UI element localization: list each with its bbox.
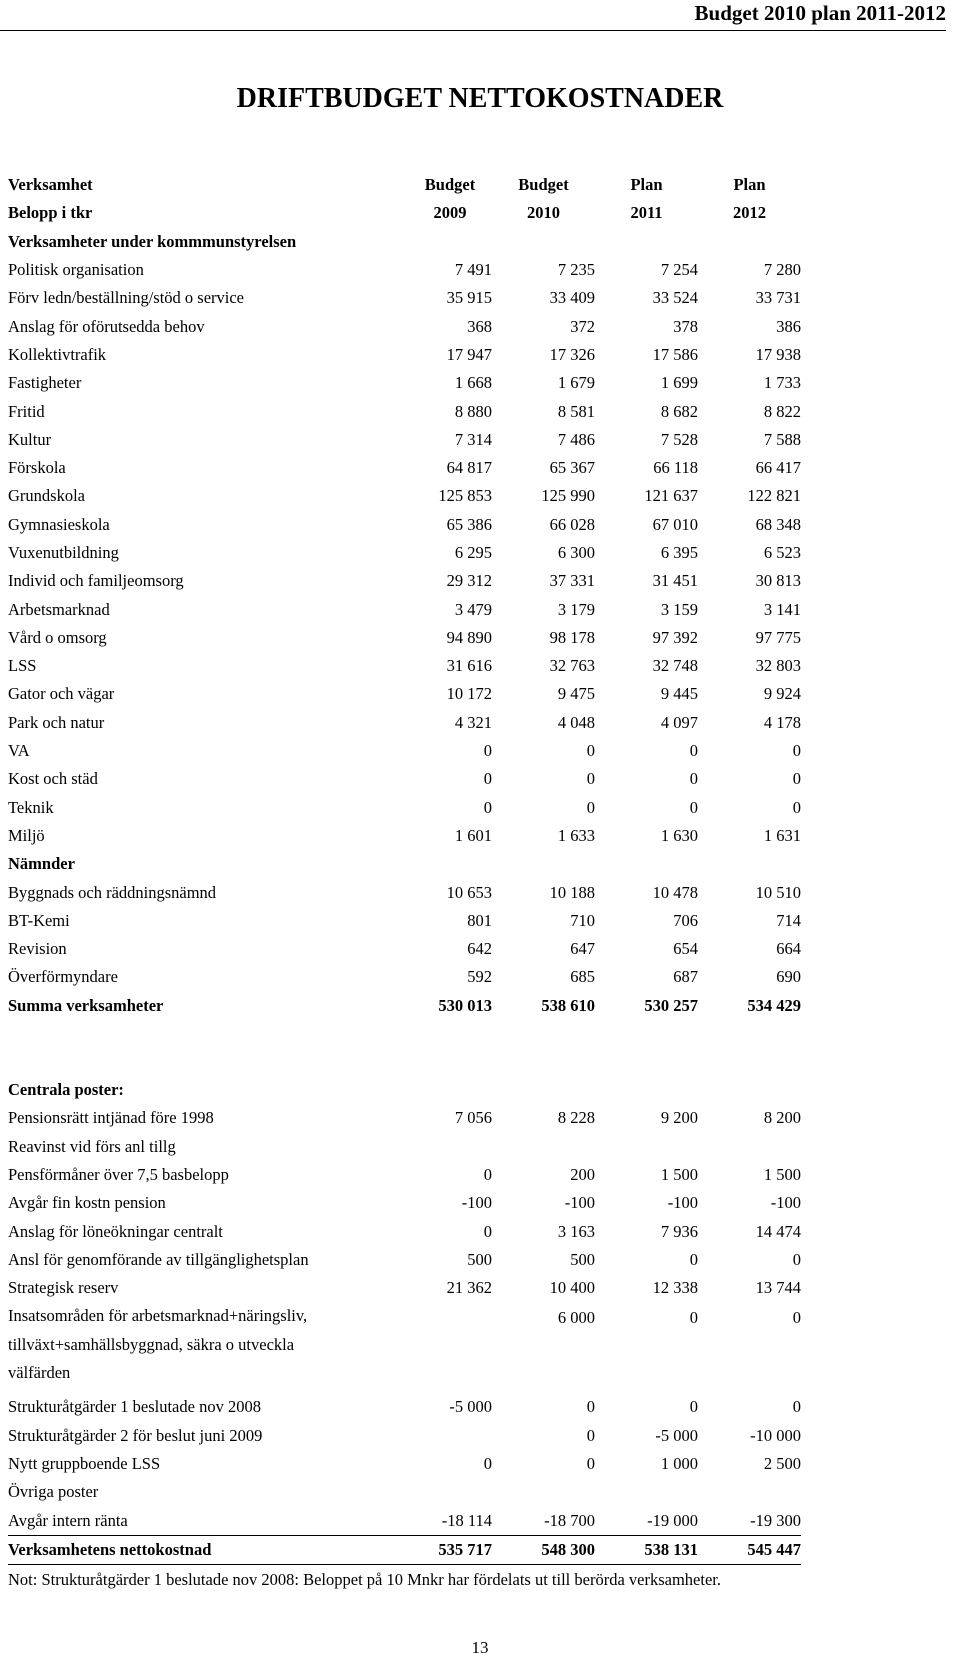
row-value: 1 500 (660, 1164, 698, 1184)
header-col: Budget (518, 175, 569, 195)
row-value: 530 257 (644, 995, 698, 1015)
section-heading: Verksamheter under kommmunstyrelsen (8, 231, 297, 251)
row-value: 8 880 (454, 401, 492, 421)
row-value: 6 395 (660, 543, 698, 562)
row-label: Summa verksamheter (8, 995, 164, 1015)
row-value: 7 486 (557, 429, 595, 449)
table-row (8, 256, 801, 284)
row-value: 530 013 (438, 995, 492, 1015)
row-value (408, 1478, 492, 1506)
row-label: Gator och vägar (8, 684, 115, 704)
row-label: Avgår intern ränta (8, 1506, 408, 1535)
row-value: 0 (689, 1249, 698, 1269)
row-value: -100 (770, 1193, 801, 1213)
row-value: 545 447 (698, 1535, 801, 1564)
row-value: 8 228 (557, 1108, 595, 1128)
row-value: 4 321 (454, 712, 492, 732)
row-value: 10 653 (446, 882, 492, 902)
row-value: 200 (570, 1164, 595, 1184)
row-value: 65 367 (549, 458, 595, 478)
row-value: 7 280 (763, 260, 801, 280)
row-label: Anslag för löneökningar centralt (8, 1221, 223, 1241)
row-label: Nytt gruppboende LSS (8, 1454, 161, 1474)
row-label: Park och natur (8, 712, 105, 732)
row-value: 10 478 (652, 882, 698, 902)
table-row (8, 1450, 801, 1478)
row-label: Avgår fin kostn pension (8, 1193, 166, 1213)
row-value: 538 610 (541, 995, 595, 1015)
table-row (8, 284, 801, 312)
row-value: 10 172 (446, 684, 492, 704)
row-label: Individ och familjeomsorg (8, 571, 184, 591)
row-value: 98 178 (549, 627, 595, 647)
row-value: 33 524 (652, 288, 698, 308)
row-value: -5 000 (655, 1425, 698, 1445)
budget-table (8, 171, 801, 1565)
row-value: 642 (467, 939, 492, 959)
row-value: 710 (570, 910, 595, 930)
row-value: -100 (667, 1193, 698, 1213)
row-value: 7 056 (454, 1108, 492, 1128)
table-row (8, 1104, 801, 1132)
row-value: 1 679 (557, 373, 595, 393)
row-value: 1 500 (763, 1164, 801, 1184)
row-value: 0 (483, 1221, 492, 1241)
row-value: -19 000 (595, 1506, 698, 1535)
table-header-row (8, 199, 801, 227)
row-value (595, 1478, 698, 1506)
table-header-row (8, 171, 801, 199)
row-label: BT-Kemi (8, 910, 70, 930)
row-value: 7 254 (660, 260, 698, 280)
row-value: 31 451 (652, 571, 698, 591)
row-value: 125 990 (541, 486, 595, 506)
row-value: 94 890 (446, 627, 492, 647)
row-value: 4 178 (763, 712, 801, 732)
table-row (8, 624, 801, 652)
row-label: Reavinst vid förs anl tillg (8, 1136, 176, 1156)
row-value: 8 200 (763, 1108, 801, 1128)
row-value: 3 159 (660, 599, 698, 619)
row-value: 6 300 (557, 543, 595, 562)
row-value: 32 803 (755, 656, 801, 676)
row-value: 0 (689, 769, 698, 789)
row-label: Revision (8, 939, 67, 959)
row-value: 3 141 (763, 599, 801, 619)
row-value: 0 (792, 741, 801, 761)
row-value: 97 775 (755, 627, 801, 647)
row-value: 9 200 (660, 1108, 698, 1128)
header-rule (0, 30, 946, 31)
row-value: 122 821 (747, 486, 801, 506)
row-value: -10 000 (750, 1425, 801, 1445)
row-value: 3 179 (557, 599, 595, 619)
row-label: Strukturåtgärder 1 beslutade nov 2008 (8, 1397, 261, 1417)
row-value: 4 048 (557, 712, 595, 732)
row-value: 592 (467, 967, 492, 987)
row-value: 3 163 (557, 1221, 595, 1241)
row-value: 14 474 (755, 1221, 801, 1241)
table-row (8, 1506, 801, 1535)
section-row (8, 850, 801, 878)
row-value: 0 (586, 1397, 595, 1417)
table-row (8, 963, 801, 991)
row-label: Miljö (8, 825, 45, 845)
row-value: 372 (570, 316, 595, 336)
row-value: 10 188 (549, 882, 595, 902)
row-value: -100 (461, 1193, 492, 1213)
row-value: 13 744 (755, 1278, 801, 1298)
row-value: 125 853 (438, 486, 492, 506)
row-value: -5 000 (449, 1397, 492, 1417)
row-value: 1 699 (660, 373, 698, 393)
table-row (8, 709, 801, 737)
row-label: Fritid (8, 401, 45, 421)
table-row (8, 482, 801, 510)
header-label: Belopp i tkr (8, 203, 93, 223)
row-value: 10 400 (549, 1278, 595, 1298)
row-value: 64 817 (446, 458, 492, 478)
header-label: Verksamhet (8, 175, 93, 195)
row-label: Strukturåtgärder 2 för beslut juni 2009 (8, 1425, 263, 1445)
section-heading: Nämnder (8, 854, 75, 874)
table-row (8, 369, 801, 397)
row-value: 7 491 (454, 260, 492, 280)
row-value: 35 915 (446, 288, 492, 308)
row-label: Kollektivtrafik (8, 344, 107, 364)
row-value: 7 936 (660, 1221, 698, 1241)
row-value (408, 1302, 492, 1393)
row-value: 9 924 (763, 684, 801, 704)
row-value: 1 601 (454, 825, 492, 845)
table-row (8, 567, 801, 595)
row-value: 534 429 (747, 995, 801, 1015)
footnote: Not: Strukturåtgärder 1 beslutade nov 2008: Beloppet på 10 Mnkr har fördelats ut till berörda verksamheter. (8, 1570, 721, 1589)
row-value: 500 (467, 1249, 492, 1269)
row-value: 66 417 (755, 458, 801, 478)
table-row (8, 426, 801, 454)
row-value: 1 633 (557, 825, 595, 845)
row-label: Kultur (8, 429, 52, 449)
row-value: 17 326 (549, 344, 595, 364)
row-value: 687 (673, 967, 698, 987)
table-row (8, 539, 801, 567)
row-label: Vuxenutbildning (8, 543, 119, 562)
row-value: 647 (570, 939, 595, 959)
row-label: Ansl för genomförande av tillgänglighetsplan (8, 1249, 309, 1269)
table-row (8, 878, 801, 906)
row-label: Arbetsmarknad (8, 599, 110, 619)
page-header: Budget 2010 plan 2011-2012 (694, 1, 946, 25)
section-heading: Centrala poster: (8, 1080, 124, 1100)
table-row (8, 794, 801, 822)
row-value: 17 938 (755, 344, 801, 364)
row-value: 32 763 (549, 656, 595, 676)
row-value: 548 300 (492, 1535, 595, 1564)
row-value: 9 475 (557, 684, 595, 704)
table-row (8, 822, 801, 850)
row-value (492, 1133, 595, 1161)
row-value: 0 (792, 1397, 801, 1417)
row-label-text: Insatsområden för arbetsmarknad+näringsliv, tillväxt+samhällsbyggnad, säkra o utveckla välfärden (8, 1306, 308, 1382)
row-value: 29 312 (446, 571, 492, 591)
header-col: Budget (424, 175, 476, 195)
header-col: Plan (630, 175, 663, 195)
table-row (8, 935, 801, 963)
table-row (8, 765, 801, 793)
row-value: 0 (792, 769, 801, 789)
row-label: Byggnads och räddningsnämnd (8, 882, 217, 902)
row-value: 1 733 (763, 373, 801, 393)
row-value: -18 114 (408, 1506, 492, 1535)
row-value: 6 523 (763, 543, 801, 562)
row-value: 121 637 (644, 486, 698, 506)
row-value: 0 (689, 797, 698, 817)
row-value (698, 1478, 801, 1506)
row-value (595, 1133, 698, 1161)
table-row (8, 312, 801, 340)
row-value: 37 331 (549, 571, 595, 591)
table-row (8, 1535, 801, 1564)
row-value: 1 631 (763, 825, 801, 845)
row-value: 30 813 (755, 571, 801, 591)
row-value: 4 097 (660, 712, 698, 732)
table-row (8, 1189, 801, 1217)
row-value: 17 947 (446, 344, 492, 364)
table-row (8, 1478, 801, 1506)
table-row (8, 1274, 801, 1302)
row-value: 0 (586, 797, 595, 817)
row-value: 12 338 (652, 1278, 698, 1298)
table-row (8, 1133, 801, 1161)
table-row (8, 737, 801, 765)
row-value: 33 731 (755, 288, 801, 308)
section-row (8, 228, 801, 256)
row-value: 7 588 (763, 429, 801, 449)
row-value: 68 348 (755, 514, 801, 534)
row-value: 33 409 (549, 288, 595, 308)
table-row (8, 341, 801, 369)
row-value: 538 131 (595, 1535, 698, 1564)
row-value: 0 (586, 741, 595, 761)
row-value: 500 (570, 1249, 595, 1269)
row-value: 9 445 (660, 684, 698, 704)
row-label: Förv ledn/beställning/stöd o service (8, 288, 245, 308)
row-value: 8 822 (763, 401, 801, 421)
row-value: 17 586 (652, 344, 698, 364)
table-row (8, 1422, 801, 1450)
row-value: 7 235 (557, 260, 595, 280)
row-value: 535 717 (408, 1535, 492, 1564)
row-value: 664 (776, 939, 801, 959)
row-label: Anslag för oförutsedda behov (8, 316, 205, 336)
row-value: 0 (792, 1308, 801, 1328)
row-value (408, 1422, 492, 1450)
row-value: 65 386 (446, 514, 492, 534)
table-row (8, 511, 801, 539)
row-value: 3 479 (454, 599, 492, 619)
table-row (8, 454, 801, 482)
row-value: 0 (689, 1308, 698, 1328)
row-value: 7 528 (660, 429, 698, 449)
row-value: 368 (467, 316, 492, 336)
row-value: 378 (673, 316, 698, 336)
spacer-row (8, 1020, 801, 1076)
table-row (8, 1161, 801, 1189)
table-row (8, 1302, 801, 1393)
row-value: 0 (586, 1425, 595, 1445)
header-col: 2011 (630, 203, 663, 223)
row-label: Pensförmåner över 7,5 basbelopp (8, 1164, 229, 1184)
row-label: Pensionsrätt intjänad före 1998 (8, 1108, 214, 1128)
table-row (8, 1393, 801, 1421)
row-value: 685 (570, 967, 595, 987)
budget-table-body (8, 171, 801, 1565)
row-label: Förskola (8, 458, 66, 478)
row-value: 0 (586, 1454, 595, 1474)
row-label: Politisk organisation (8, 260, 144, 280)
row-value: 706 (673, 910, 698, 930)
row-value: 0 (483, 741, 492, 761)
row-value: 10 510 (755, 882, 801, 902)
row-value: 714 (776, 910, 801, 930)
row-value: 6 000 (557, 1308, 595, 1328)
row-value: 654 (673, 939, 698, 959)
table-row (8, 992, 801, 1020)
row-value: 6 295 (454, 543, 492, 562)
table-row (8, 1246, 801, 1274)
row-value: 0 (792, 797, 801, 817)
row-label: Fastigheter (8, 373, 82, 393)
row-value: 67 010 (652, 514, 698, 534)
row-value: 66 118 (653, 458, 698, 478)
row-value (492, 1478, 595, 1506)
row-label: Vård o omsorg (8, 627, 107, 647)
row-value: 1 000 (660, 1454, 698, 1474)
row-value: 0 (792, 1249, 801, 1269)
header-col: 2010 (527, 203, 560, 223)
table-row (8, 652, 801, 680)
table-row (8, 680, 801, 708)
row-label: Verksamhetens nettokostnad (8, 1535, 408, 1564)
row-value: 21 362 (446, 1278, 492, 1298)
row-value: -19 300 (698, 1506, 801, 1535)
row-value: 8 581 (557, 401, 595, 421)
row-value: 0 (689, 741, 698, 761)
row-value: 690 (776, 967, 801, 987)
row-value: 801 (467, 910, 492, 930)
row-label: Gymnasieskola (8, 514, 110, 534)
row-value: 32 748 (652, 656, 698, 676)
row-value: 7 314 (454, 429, 492, 449)
row-label: LSS (8, 656, 37, 676)
table-row (8, 397, 801, 425)
table-row (8, 595, 801, 623)
row-label: Kost och städ (8, 769, 98, 789)
row-label: Strategisk reserv (8, 1278, 119, 1298)
header-col: Plan (733, 175, 766, 195)
row-label: Överförmyndare (8, 967, 118, 987)
row-value: 8 682 (660, 401, 698, 421)
row-value: 0 (689, 1397, 698, 1417)
row-value: 1 668 (454, 373, 492, 393)
header-col: 2012 (733, 203, 766, 223)
row-value: 2 500 (763, 1454, 801, 1474)
row-value: 31 616 (446, 656, 492, 676)
row-value: 0 (483, 1454, 492, 1474)
row-value: 1 630 (660, 825, 698, 845)
row-value: -18 700 (492, 1506, 595, 1535)
document-title: DRIFTBUDGET NETTOKOSTNADER (236, 83, 724, 114)
row-value: 0 (586, 769, 595, 789)
section-row (8, 1076, 801, 1104)
row-value: 97 392 (652, 627, 698, 647)
row-value: -100 (564, 1193, 595, 1213)
table-row (8, 1217, 801, 1245)
row-value: 0 (483, 797, 492, 817)
row-label: VA (8, 741, 30, 761)
table-row (8, 907, 801, 935)
page-number: 13 (471, 1638, 489, 1657)
row-value (408, 1133, 492, 1161)
row-value (698, 1133, 801, 1161)
row-label: Övriga poster (8, 1482, 99, 1502)
spacer-cell (8, 1020, 801, 1076)
row-value: 66 028 (549, 514, 595, 534)
header-col: 2009 (433, 203, 467, 223)
row-value: 386 (776, 316, 801, 336)
row-value: 0 (483, 1164, 492, 1184)
row-label (8, 1302, 408, 1393)
row-value: 0 (483, 769, 492, 789)
row-label: Grundskola (8, 486, 85, 506)
row-label: Teknik (8, 797, 54, 817)
